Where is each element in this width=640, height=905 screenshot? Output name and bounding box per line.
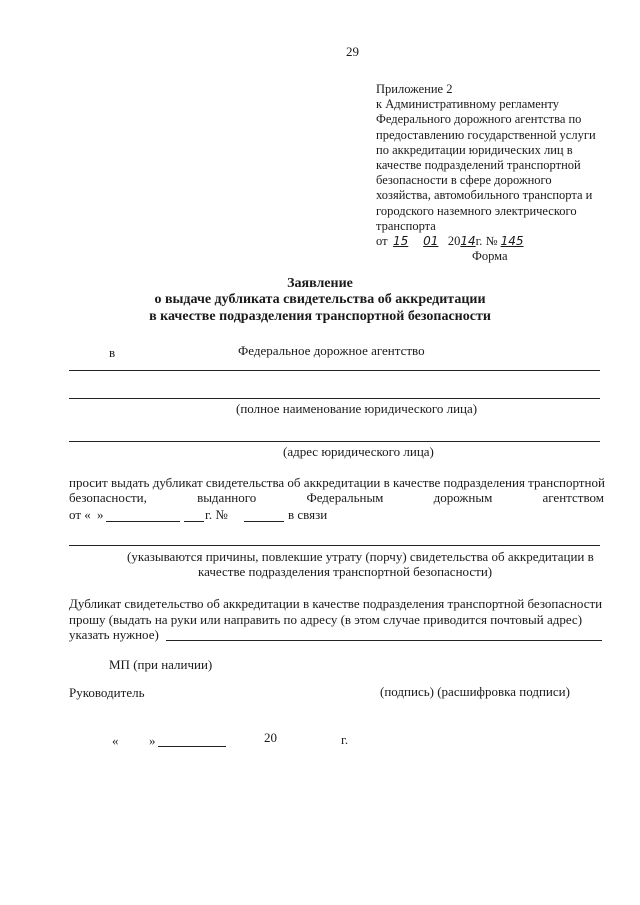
appendix-header bbox=[376, 82, 622, 264]
legal-name-caption: (полное наименование юридического лица) bbox=[236, 401, 478, 416]
date-year-prefix: 20 bbox=[447, 234, 461, 249]
request-word: Федеральным bbox=[306, 490, 384, 505]
footer-century: 20 bbox=[264, 730, 277, 745]
page-number: 29 bbox=[346, 44, 359, 59]
appendix-line: предоставлению государственной услуги bbox=[376, 127, 596, 142]
delivery-answer-line bbox=[166, 640, 602, 641]
stamp-label: МП (при наличии) bbox=[109, 657, 213, 672]
delivery-line-1: Дубликат свидетельство об аккредитации в качестве подразделения транспортной безопасности bbox=[69, 596, 603, 611]
date-year-suffix: 14 bbox=[460, 234, 476, 249]
date-month: 01 bbox=[423, 234, 439, 249]
delivery-line-2: прошу (выдать на руки или направить по адресу (в этом случае приводится почтовый адрес) bbox=[69, 612, 583, 627]
signature-caption: (подпись) (расшифровка подписи) bbox=[380, 684, 570, 699]
appendix-line: Федерального дорожного агентства по bbox=[376, 112, 582, 127]
issue-reason-label: в связи bbox=[288, 507, 328, 522]
number-label: № bbox=[485, 234, 498, 249]
number-value: 145 bbox=[500, 234, 524, 249]
legal-name-line bbox=[69, 398, 600, 399]
request-line-2 bbox=[69, 490, 604, 506]
title-line-1: Заявление bbox=[287, 276, 353, 291]
date-prefix: от bbox=[376, 234, 388, 249]
appendix-line: качестве подразделений транспортной bbox=[376, 158, 581, 173]
reasons-caption-1: (указываются причины, повлекшие утрату (порчу) свидетельства об аккредитации в bbox=[127, 549, 594, 564]
delivery-line-3: указать нужное) bbox=[69, 627, 159, 642]
appendix-date-line bbox=[376, 234, 622, 249]
footer-close-quote: » bbox=[149, 733, 156, 748]
legal-address-line bbox=[69, 441, 600, 442]
footer-month-blank bbox=[158, 746, 226, 747]
issue-number-label: г. № bbox=[205, 507, 228, 522]
date-day: 15 bbox=[393, 234, 409, 249]
addressee-prefix: в bbox=[109, 345, 116, 360]
head-label: Руководитель bbox=[69, 685, 145, 700]
addressee-line bbox=[69, 370, 600, 371]
appendix-line: Приложение 2 bbox=[376, 82, 453, 96]
addressee-agency: Федеральное дорожное агентство bbox=[238, 343, 425, 358]
appendix-line: транспорта bbox=[376, 218, 436, 233]
footer-year-suffix: г. bbox=[341, 732, 349, 747]
appendix-line: городского наземного электрического bbox=[376, 203, 577, 218]
appendix-line: к Административному регламенту bbox=[376, 97, 560, 112]
issue-month-blank bbox=[106, 521, 180, 522]
form-label: Форма bbox=[472, 249, 508, 264]
footer-open-quote: « bbox=[112, 733, 119, 748]
appendix-line: безопасности в сфере дорожного bbox=[376, 173, 552, 188]
issue-from-label: от « bbox=[69, 507, 91, 522]
date-year-end: г. bbox=[475, 234, 483, 249]
issue-year-blank bbox=[184, 521, 204, 522]
appendix-line: по аккредитации юридических лиц в bbox=[376, 142, 573, 157]
reasons-caption-2: качестве подразделения транспортной безопасности) bbox=[198, 564, 493, 579]
request-word: дорожным bbox=[433, 490, 493, 505]
request-word: выданного bbox=[197, 490, 257, 505]
title-line-3: в качестве подразделения транспортной безопасности bbox=[149, 309, 491, 324]
appendix-line: хозяйства, автомобильного транспорта и bbox=[376, 188, 593, 203]
request-line-1: просит выдать дубликат свидетельства об аккредитации в качестве подразделения транспортной bbox=[69, 475, 605, 490]
legal-address-caption: (адрес юридического лица) bbox=[283, 444, 434, 459]
request-word: безопасности, bbox=[69, 490, 147, 505]
reasons-line bbox=[69, 545, 600, 546]
title-line-2: о выдаче дубликата свидетельства об аккредитации bbox=[154, 292, 486, 307]
issue-close-quote: » bbox=[97, 507, 104, 522]
request-word: агентством bbox=[542, 490, 604, 505]
issue-number-blank bbox=[244, 521, 284, 522]
